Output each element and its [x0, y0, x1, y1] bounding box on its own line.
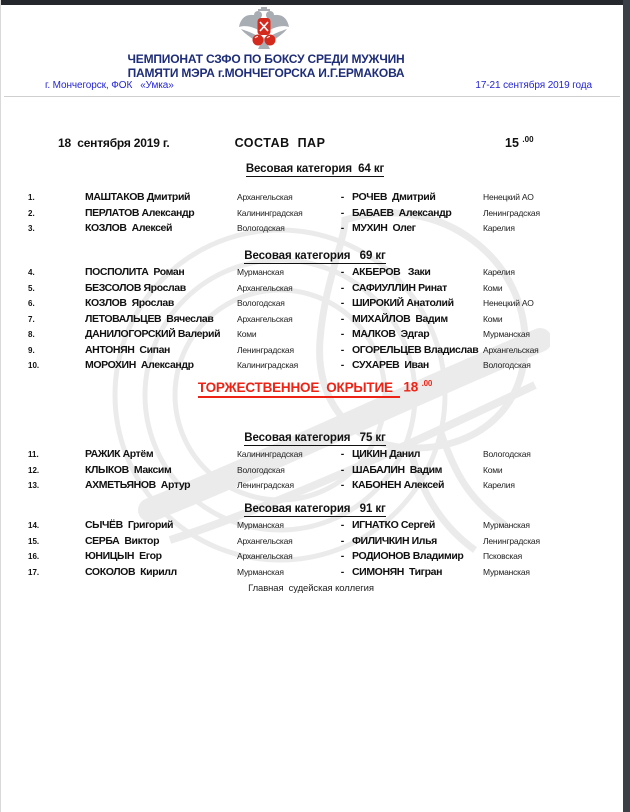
left-boxer-name: АХМЕТЬЯНОВ Артур [85, 479, 191, 491]
pairs-list [8, 266, 622, 375]
right-boxer-region: Вологодская [483, 449, 531, 459]
left-boxer-name: МОРОХИН Александр [85, 359, 194, 371]
pair-number: 14. [28, 521, 40, 530]
championship-title [0, 52, 532, 80]
pair-row [8, 479, 622, 495]
left-boxer-name: МАШТАКОВ Дмитрий [85, 191, 191, 203]
right-boxer-name: СУХАРЕВ Иван [352, 359, 429, 371]
judges-panel-footer: Главная судейская коллегия [248, 583, 374, 594]
left-boxer-region: Калининградская [237, 449, 303, 459]
event-dates-text: 17-21 сентября 2019 года [475, 80, 592, 91]
right-boxer-region: Ленинградская [483, 207, 540, 218]
right-boxer-region: Коми [483, 282, 503, 293]
right-boxer-region: Карелия [483, 267, 515, 277]
pair-dash: - [340, 328, 345, 340]
left-boxer-name: СЕРБА Виктор [85, 534, 160, 547]
left-boxer-region: Архангельская [237, 535, 293, 546]
pair-row [8, 535, 622, 551]
right-boxer-name: МАЛКОВ Эдгар [352, 328, 430, 340]
pair-dash: - [340, 359, 345, 371]
pair-row [8, 297, 622, 313]
right-boxer-region: Ненецкий АО [483, 298, 534, 308]
pair-number: 8. [28, 330, 35, 339]
left-boxer-region: Вологодская [237, 298, 285, 308]
left-boxer-region: Вологодская [237, 223, 285, 233]
pair-row [8, 359, 622, 375]
pair-row [8, 344, 622, 360]
opening-ceremony-label: ТОРЖЕСТВЕННОЕ ОКРЫТИЕ [198, 380, 400, 398]
session-time-hours: 15 [505, 136, 523, 151]
right-boxer-name: БАБАЕВ Александр [352, 206, 452, 219]
pair-dash: - [340, 281, 345, 294]
pair-dash: - [340, 565, 345, 578]
left-boxer-region: Архангельская [237, 282, 293, 293]
weight-category-heading: Весовая категория 75 кг [244, 432, 386, 444]
pair-dash: - [340, 191, 345, 203]
scan-edge-top [0, 0, 630, 5]
right-boxer-region: Ненецкий АО [483, 192, 534, 202]
pair-dash: - [340, 479, 345, 491]
left-boxer-region: Мурманская [237, 520, 284, 530]
left-boxer-name: РАЖИК Артём [85, 448, 154, 460]
scan-edge-left [0, 0, 1, 812]
pair-dash: - [340, 266, 345, 278]
section-91kg [8, 503, 622, 581]
opening-ceremony-banner [8, 379, 622, 395]
opening-ceremony-minutes: .00 [421, 379, 433, 388]
right-boxer-name: ЦИКИН Данил [352, 448, 421, 460]
left-boxer-name: ДАНИЛОГОРСКИЙ Валерий [85, 328, 221, 340]
left-boxer-name: ПЕРЛАТОВ Александр [85, 206, 195, 219]
right-boxer-name: ОГОРЕЛЬЦЕВ Владислав [352, 343, 479, 356]
left-boxer-region: Архангельская [237, 551, 293, 561]
weight-category-heading: Весовая категория 64 кг [245, 163, 385, 175]
opening-ceremony-hours: 18 [399, 379, 422, 395]
section-69kg [8, 250, 622, 375]
left-boxer-region: Калиниградская [237, 360, 299, 370]
pairs-list [8, 191, 622, 238]
right-boxer-region: Вологодская [483, 360, 531, 370]
left-boxer-region: Коми [237, 329, 257, 339]
right-boxer-region: Коми [483, 464, 503, 475]
left-boxer-region: Архангельская [237, 192, 293, 202]
pair-row [8, 282, 622, 298]
session-time [505, 135, 534, 150]
document-title: СОСТАВ ПАР [234, 136, 326, 150]
left-boxer-region: Ленинградская [237, 480, 294, 490]
pair-row [8, 328, 622, 344]
pair-row [8, 448, 622, 464]
pairs-list [8, 519, 622, 581]
boxing-federation-emblem-icon [237, 7, 291, 53]
left-boxer-name: ПОСПОЛИТА Роман [85, 266, 185, 278]
left-boxer-name: АНТОНЯН Сипан [85, 343, 170, 356]
pair-number: 6. [28, 299, 35, 308]
pair-number: 4. [28, 268, 35, 277]
left-boxer-name: КОЗЛОВ Ярослав [85, 297, 174, 309]
right-boxer-name: САФИУЛЛИН Ринат [352, 281, 447, 294]
pair-number: 5. [28, 283, 35, 293]
pair-dash: - [340, 206, 345, 219]
right-boxer-region: Архангельская [483, 344, 539, 355]
pair-number: 13. [28, 481, 40, 490]
pair-dash: - [340, 222, 345, 234]
left-boxer-name: СЫЧЁВ Григорий [85, 519, 174, 531]
session-date: 18 сентября 2019 г. [58, 136, 170, 150]
right-boxer-region: Ленинградская [483, 535, 540, 546]
right-boxer-name: КАБОНЕН Алексей [352, 479, 444, 491]
left-boxer-region: Вологодская [237, 464, 285, 475]
pair-number: 12. [28, 465, 40, 475]
venue-text: г. Мончегорск, ФОК «Умка» [45, 80, 174, 91]
left-boxer-name: КЛЫКОВ Максим [85, 463, 172, 476]
pair-row [8, 313, 622, 329]
section-75kg [8, 432, 622, 495]
pair-number: 10. [28, 361, 40, 370]
weight-category-heading: Весовая категория 91 кг [244, 503, 386, 515]
pair-dash: - [340, 534, 345, 547]
left-boxer-name: СОКОЛОВ Кирилл [85, 565, 177, 578]
right-boxer-region: Мурманская [483, 520, 530, 530]
right-boxer-region: Мурманская [483, 566, 530, 577]
letterhead-divider [4, 96, 620, 97]
right-boxer-region: Коми [483, 313, 503, 324]
left-boxer-name: ЛЕТОВАЛЬЦЕВ Вячеслав [85, 312, 214, 325]
pair-row [8, 191, 622, 207]
right-boxer-region: Карелия [483, 480, 515, 490]
pair-number: 3. [28, 224, 35, 233]
right-boxer-name: МИХАЙЛОВ Вадим [352, 312, 448, 325]
right-boxer-name: СИМОНЯН Тигран [352, 565, 443, 578]
pair-row [8, 566, 622, 582]
pair-row [8, 266, 622, 282]
pair-row [8, 550, 622, 566]
right-boxer-name: РОЧЕВ Дмитрий [352, 191, 436, 203]
pair-row [8, 519, 622, 535]
pair-dash: - [340, 312, 345, 325]
left-boxer-name: БЕЗСОЛОВ Ярослав [85, 281, 186, 294]
scan-edge-right [623, 0, 630, 812]
right-boxer-name: АКБЕРОВ Заки [352, 266, 431, 278]
pair-dash: - [340, 343, 345, 356]
section-64kg [8, 163, 622, 238]
pair-row [8, 222, 622, 238]
right-boxer-name: ИГНАТКО Сергей [352, 519, 435, 531]
left-boxer-region: Мурманская [237, 566, 284, 577]
pair-number: 15. [28, 536, 40, 546]
right-boxer-name: МУХИН Олег [352, 222, 416, 234]
pair-number: 16. [28, 552, 40, 561]
right-boxer-region: Псковская [483, 551, 523, 561]
right-boxer-region: Мурманская [483, 329, 530, 339]
pair-dash: - [340, 448, 345, 460]
left-boxer-region: Архангельская [237, 313, 293, 324]
left-boxer-region: Мурманская [237, 267, 284, 277]
right-boxer-name: РОДИОНОВ Владимир [352, 550, 464, 562]
left-boxer-name: КОЗЛОВ Алексей [85, 222, 173, 234]
right-boxer-name: ШИРОКИЙ Анатолий [352, 297, 454, 309]
pair-dash: - [340, 463, 345, 476]
pair-row [8, 207, 622, 223]
pair-row [8, 464, 622, 480]
pair-number: 11. [28, 450, 39, 459]
pair-number: 1. [28, 193, 35, 202]
championship-title-line2: ПАМЯТИ МЭРА г.МОНЧЕГОРСКА И.Г.ЕРМАКОВА [127, 66, 405, 80]
session-time-minutes: .00 [522, 135, 534, 144]
weight-category-heading: Весовая категория 69 кг [244, 250, 386, 262]
pair-number: 2. [28, 208, 35, 218]
pair-dash: - [340, 550, 345, 562]
pair-dash: - [340, 519, 345, 531]
pairs-list [8, 448, 622, 495]
left-boxer-region: Ленинградская [237, 344, 294, 355]
right-boxer-name: ФИЛИЧКИН Илья [352, 534, 437, 547]
left-boxer-name: ЮНИЦЫН Егор [85, 550, 162, 562]
right-boxer-region: Карелия [483, 223, 515, 233]
pair-number: 9. [28, 345, 35, 355]
pair-dash: - [340, 297, 345, 309]
left-boxer-region: Калининградская [237, 207, 303, 218]
pair-number: 17. [28, 567, 40, 577]
championship-title-line1: ЧЕМПИОНАТ СЗФО ПО БОКСУ СРЕДИ МУЖЧИН [127, 52, 405, 66]
pair-number: 7. [28, 314, 35, 324]
right-boxer-name: ШАБАЛИН Вадим [352, 463, 443, 476]
